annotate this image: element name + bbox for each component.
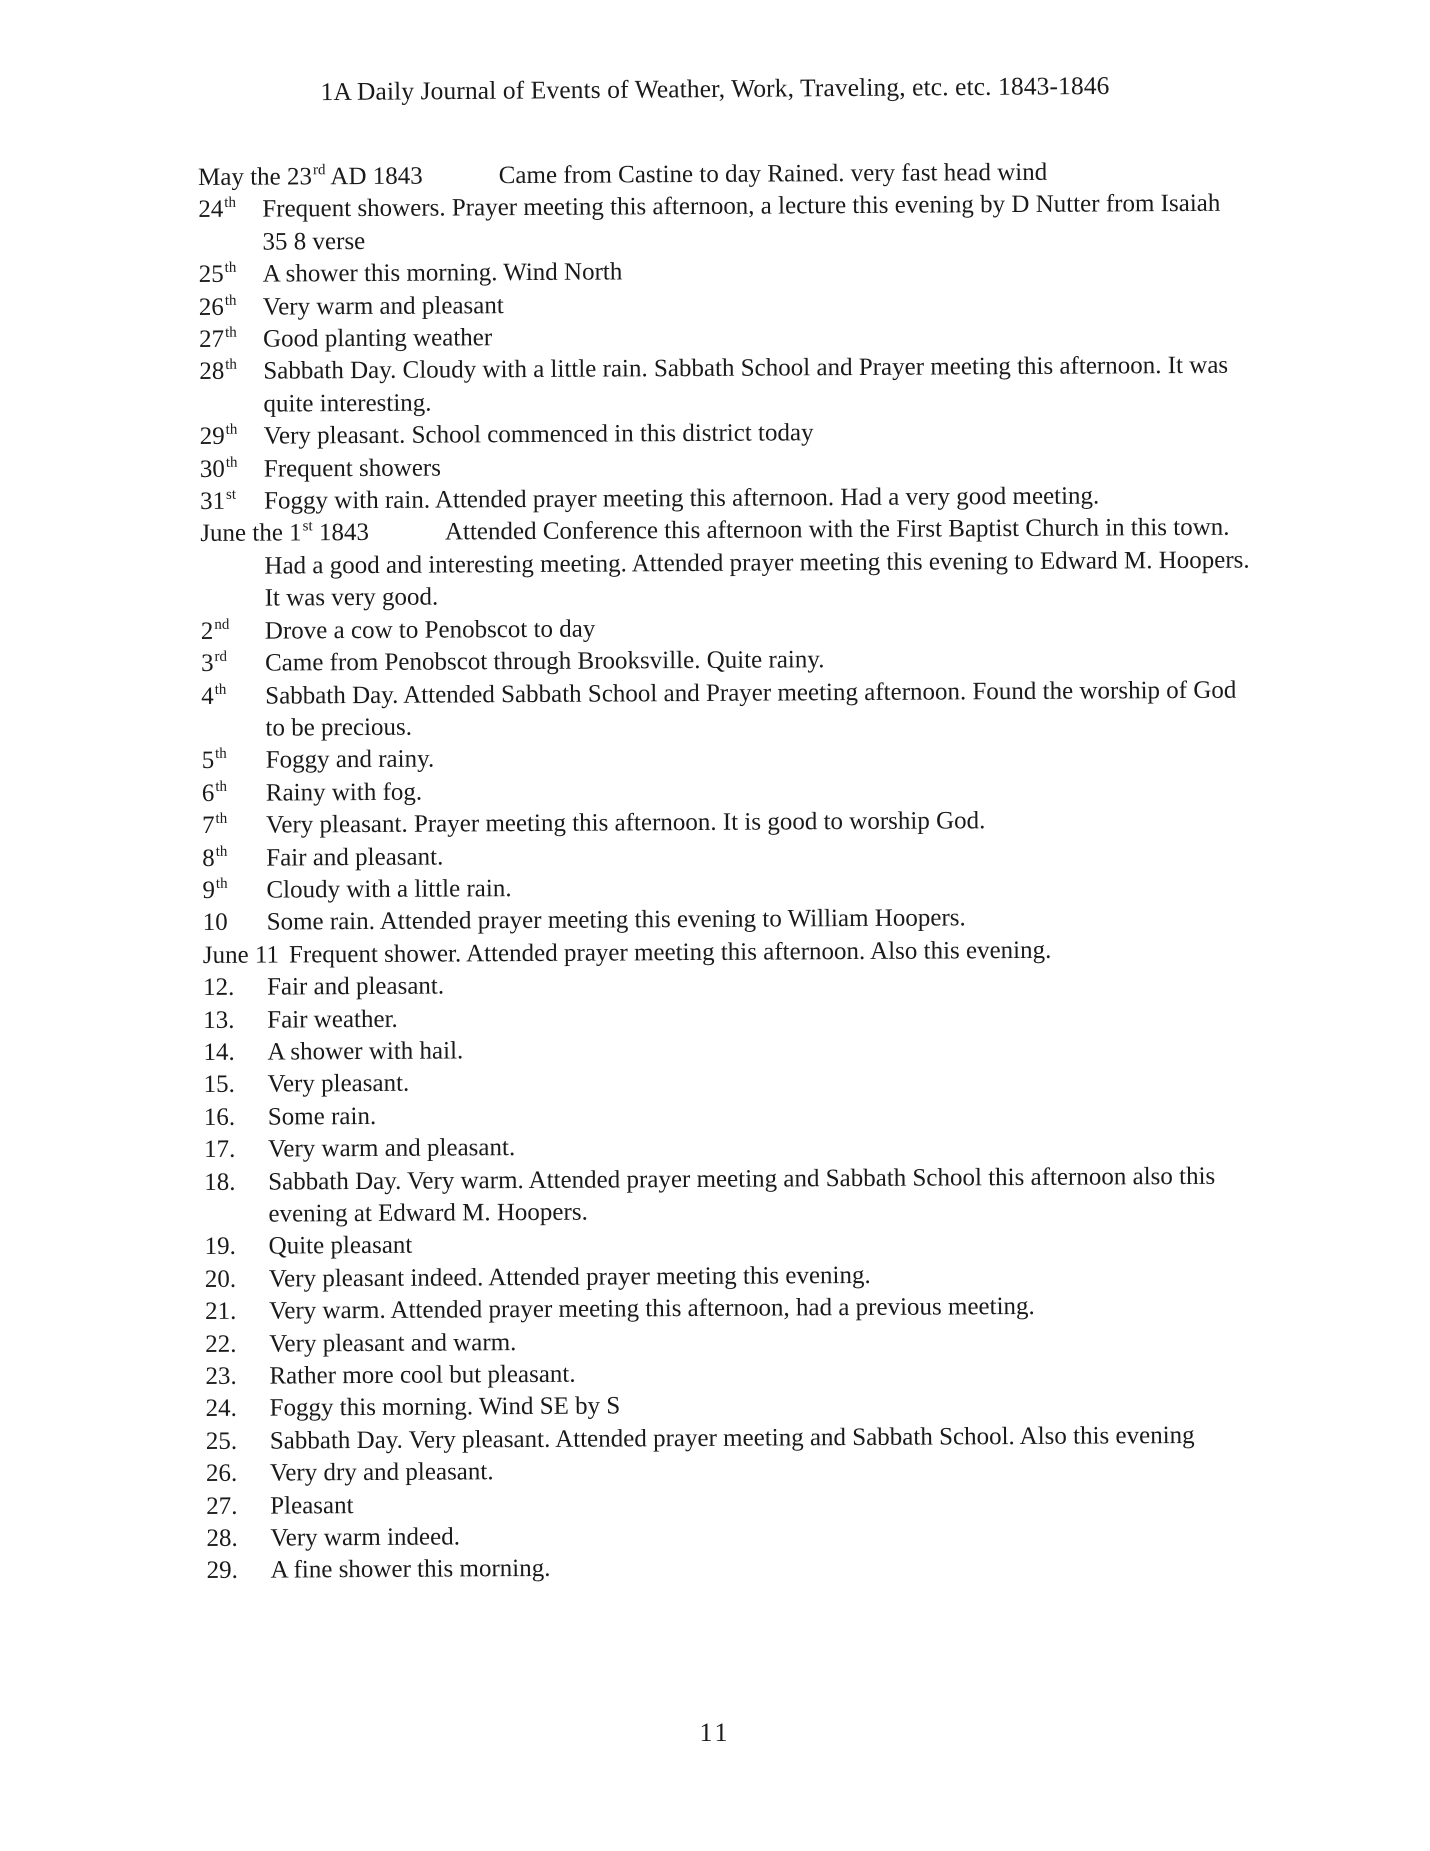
entry-text: A shower with hail. xyxy=(267,1037,464,1066)
date-ordinal-suffix: th xyxy=(225,454,238,471)
entry-text: Fair and pleasant. xyxy=(266,843,444,872)
entry-date: 4th xyxy=(201,681,227,710)
date-ordinal-suffix: rd xyxy=(312,162,326,179)
entry-date: 24th xyxy=(198,195,236,224)
entry-date: May the 23rd AD 1843 xyxy=(198,162,423,191)
entry-date: 28. xyxy=(206,1524,238,1553)
entry-text: A shower this morning. Wind North xyxy=(262,258,623,288)
date-ordinal-suffix: th xyxy=(225,357,237,374)
entry-text: Very pleasant. xyxy=(267,1070,410,1098)
entry-text: Sabbath Day. Cloudy with a little rain. Sabbath School and Prayer meeting this afternoon. It was quite interesting. xyxy=(263,352,1229,418)
entry-date: 15. xyxy=(203,1071,235,1099)
date-ordinal-suffix: st xyxy=(302,518,313,535)
date-ordinal-suffix: th xyxy=(224,259,237,277)
journal-entry xyxy=(204,1160,1254,1231)
entry-date: 16. xyxy=(203,1103,236,1131)
date-ordinal-suffix: th xyxy=(225,422,238,439)
entry-date: 18. xyxy=(204,1168,236,1196)
entry-text: Came from Castine to day Rained. very fast head wind xyxy=(498,158,1048,190)
date-ordinal-suffix: th xyxy=(214,681,227,698)
entry-date: 23. xyxy=(205,1362,237,1391)
entry-date: 25th xyxy=(198,259,237,289)
date-ordinal-suffix: th xyxy=(224,195,236,212)
entry-text: Very pleasant. Prayer meeting this afternoon. It is good to worship God. xyxy=(265,807,986,839)
entry-date: 14. xyxy=(203,1038,235,1066)
date-ordinal-suffix: th xyxy=(224,292,237,309)
entry-date: 21. xyxy=(204,1298,237,1326)
entry-date: 26. xyxy=(205,1460,238,1488)
entry-date: 27. xyxy=(206,1492,238,1520)
entry-text: Foggy and rainy. xyxy=(265,745,435,774)
entry-date: June the 1st 1843 xyxy=(200,518,369,548)
entry-date: June 11 xyxy=(202,941,280,969)
entry-date: 29. xyxy=(206,1557,238,1585)
entry-text: Foggy this morning. Wind SE by S xyxy=(269,1392,621,1423)
entry-date: 12. xyxy=(202,973,235,1002)
entry-text: Fair weather. xyxy=(267,1005,398,1034)
entry-date: 17. xyxy=(203,1135,236,1164)
entry-text: Sabbath Day. Very pleasant. Attended prayer meeting and Sabbath School. Also this evening xyxy=(269,1421,1195,1455)
date-ordinal-suffix: th xyxy=(215,778,228,795)
entry-text: Cloudy with a little rain. xyxy=(266,875,512,904)
entry-text: Very warm indeed. xyxy=(270,1523,461,1552)
date-ordinal-suffix: th xyxy=(215,875,228,892)
entry-text: Pleasant xyxy=(270,1491,354,1520)
entry-text: Attended Conference this afternoon with the First Baptist Church in this town. Had a good and interesting meeting. Attended prayer meeting this evening to Edward M. Hoopers. It was very good. xyxy=(264,514,1250,612)
journal-entry xyxy=(198,188,1248,259)
entry-date: 6th xyxy=(201,778,228,807)
entry-date: 7th xyxy=(201,810,228,840)
journal-entry xyxy=(200,512,1251,616)
entry-date: 19. xyxy=(204,1233,236,1261)
entry-date: 20. xyxy=(204,1265,237,1293)
entry-date: 25. xyxy=(205,1427,238,1455)
journal-entry xyxy=(201,674,1251,745)
journal-entry xyxy=(199,350,1249,421)
entry-text: A fine shower this morning. xyxy=(270,1555,551,1585)
journal-entries xyxy=(198,156,1257,1588)
entry-text: Very pleasant. School commenced in this district today xyxy=(263,419,814,450)
entry-date: 2nd xyxy=(200,616,230,645)
page-number: 11 xyxy=(699,1718,731,1747)
entry-date: 5th xyxy=(201,746,227,775)
entry-text: Frequent showers. Prayer meeting this afternoon, a lecture this evening by D Nutter from Isaiah 35 8 verse xyxy=(262,190,1221,256)
entry-date: 31st xyxy=(199,486,237,516)
entry-date: 30th xyxy=(199,454,238,483)
date-ordinal-suffix: rd xyxy=(214,648,228,666)
date-ordinal-suffix: nd xyxy=(214,616,230,633)
entry-date: 26th xyxy=(198,292,237,321)
date-ordinal-suffix: th xyxy=(215,810,228,828)
entry-text: Good planting weather xyxy=(263,324,493,353)
entry-text: Quite pleasant xyxy=(268,1232,413,1260)
entry-text: Fair and pleasant. xyxy=(266,972,445,1001)
journal-entry xyxy=(207,1549,1257,1588)
entry-text: Foggy with rain. Attended prayer meeting this afternoon. Had a very good meeting. xyxy=(263,482,1100,515)
date-ordinal-suffix: st xyxy=(225,486,237,503)
entry-date: 29th xyxy=(199,422,238,451)
entry-text: Very pleasant and warm. xyxy=(269,1328,517,1358)
entry-text: Very warm. Attended prayer meeting this afternoon, had a previous meeting. xyxy=(268,1293,1035,1325)
entry-text: Rainy with fog. xyxy=(265,778,423,807)
entry-text: Some rain. xyxy=(267,1102,377,1131)
entry-text: Sabbath Day. Very warm. Attended prayer meeting and Sabbath School this afternoon also this evening at Edward M. Hoopers. xyxy=(268,1162,1216,1228)
entry-date: 28th xyxy=(199,357,237,386)
date-ordinal-suffix: th xyxy=(224,324,237,341)
entry-date: 27th xyxy=(199,324,237,354)
entry-text: Frequent showers xyxy=(263,454,442,483)
date-ordinal-suffix: th xyxy=(215,843,228,860)
entry-date: 22. xyxy=(205,1330,237,1358)
entry-date: 3rd xyxy=(200,648,228,678)
entry-date: 9th xyxy=(202,875,228,904)
page-title: 1A Daily Journal of Events of Weather, Work, Traveling, etc. etc. 1843-1846 xyxy=(320,70,1110,107)
entry-text: Very dry and pleasant. xyxy=(269,1458,494,1487)
entry-text: Frequent shower. Attended prayer meeting this afternoon. Also this evening. xyxy=(288,936,1052,969)
entry-date: 8th xyxy=(202,843,228,872)
entry-text: Drove a cow to Penobscot to day xyxy=(264,615,596,645)
entry-text: Some rain. Attended prayer meeting this evening to William Hoopers. xyxy=(266,904,966,936)
entry-date: 24. xyxy=(205,1395,237,1423)
entry-text: Very warm and pleasant. xyxy=(267,1134,516,1163)
entry-text: Sabbath Day. Attended Sabbath School and Prayer meeting afternoon. Found the worship of God to be precious. xyxy=(265,676,1237,742)
entry-text: Rather more cool but pleasant. xyxy=(269,1360,576,1390)
entry-date: 10 xyxy=(202,909,228,937)
date-ordinal-suffix: th xyxy=(215,746,227,763)
entry-text: Very warm and pleasant xyxy=(262,291,504,321)
entry-text: Came from Penobscot through Brooksville. Quite rainy. xyxy=(264,646,825,677)
entry-text: Very pleasant indeed. Attended prayer meeting this evening. xyxy=(268,1261,871,1293)
entry-date: 13. xyxy=(203,1006,235,1034)
